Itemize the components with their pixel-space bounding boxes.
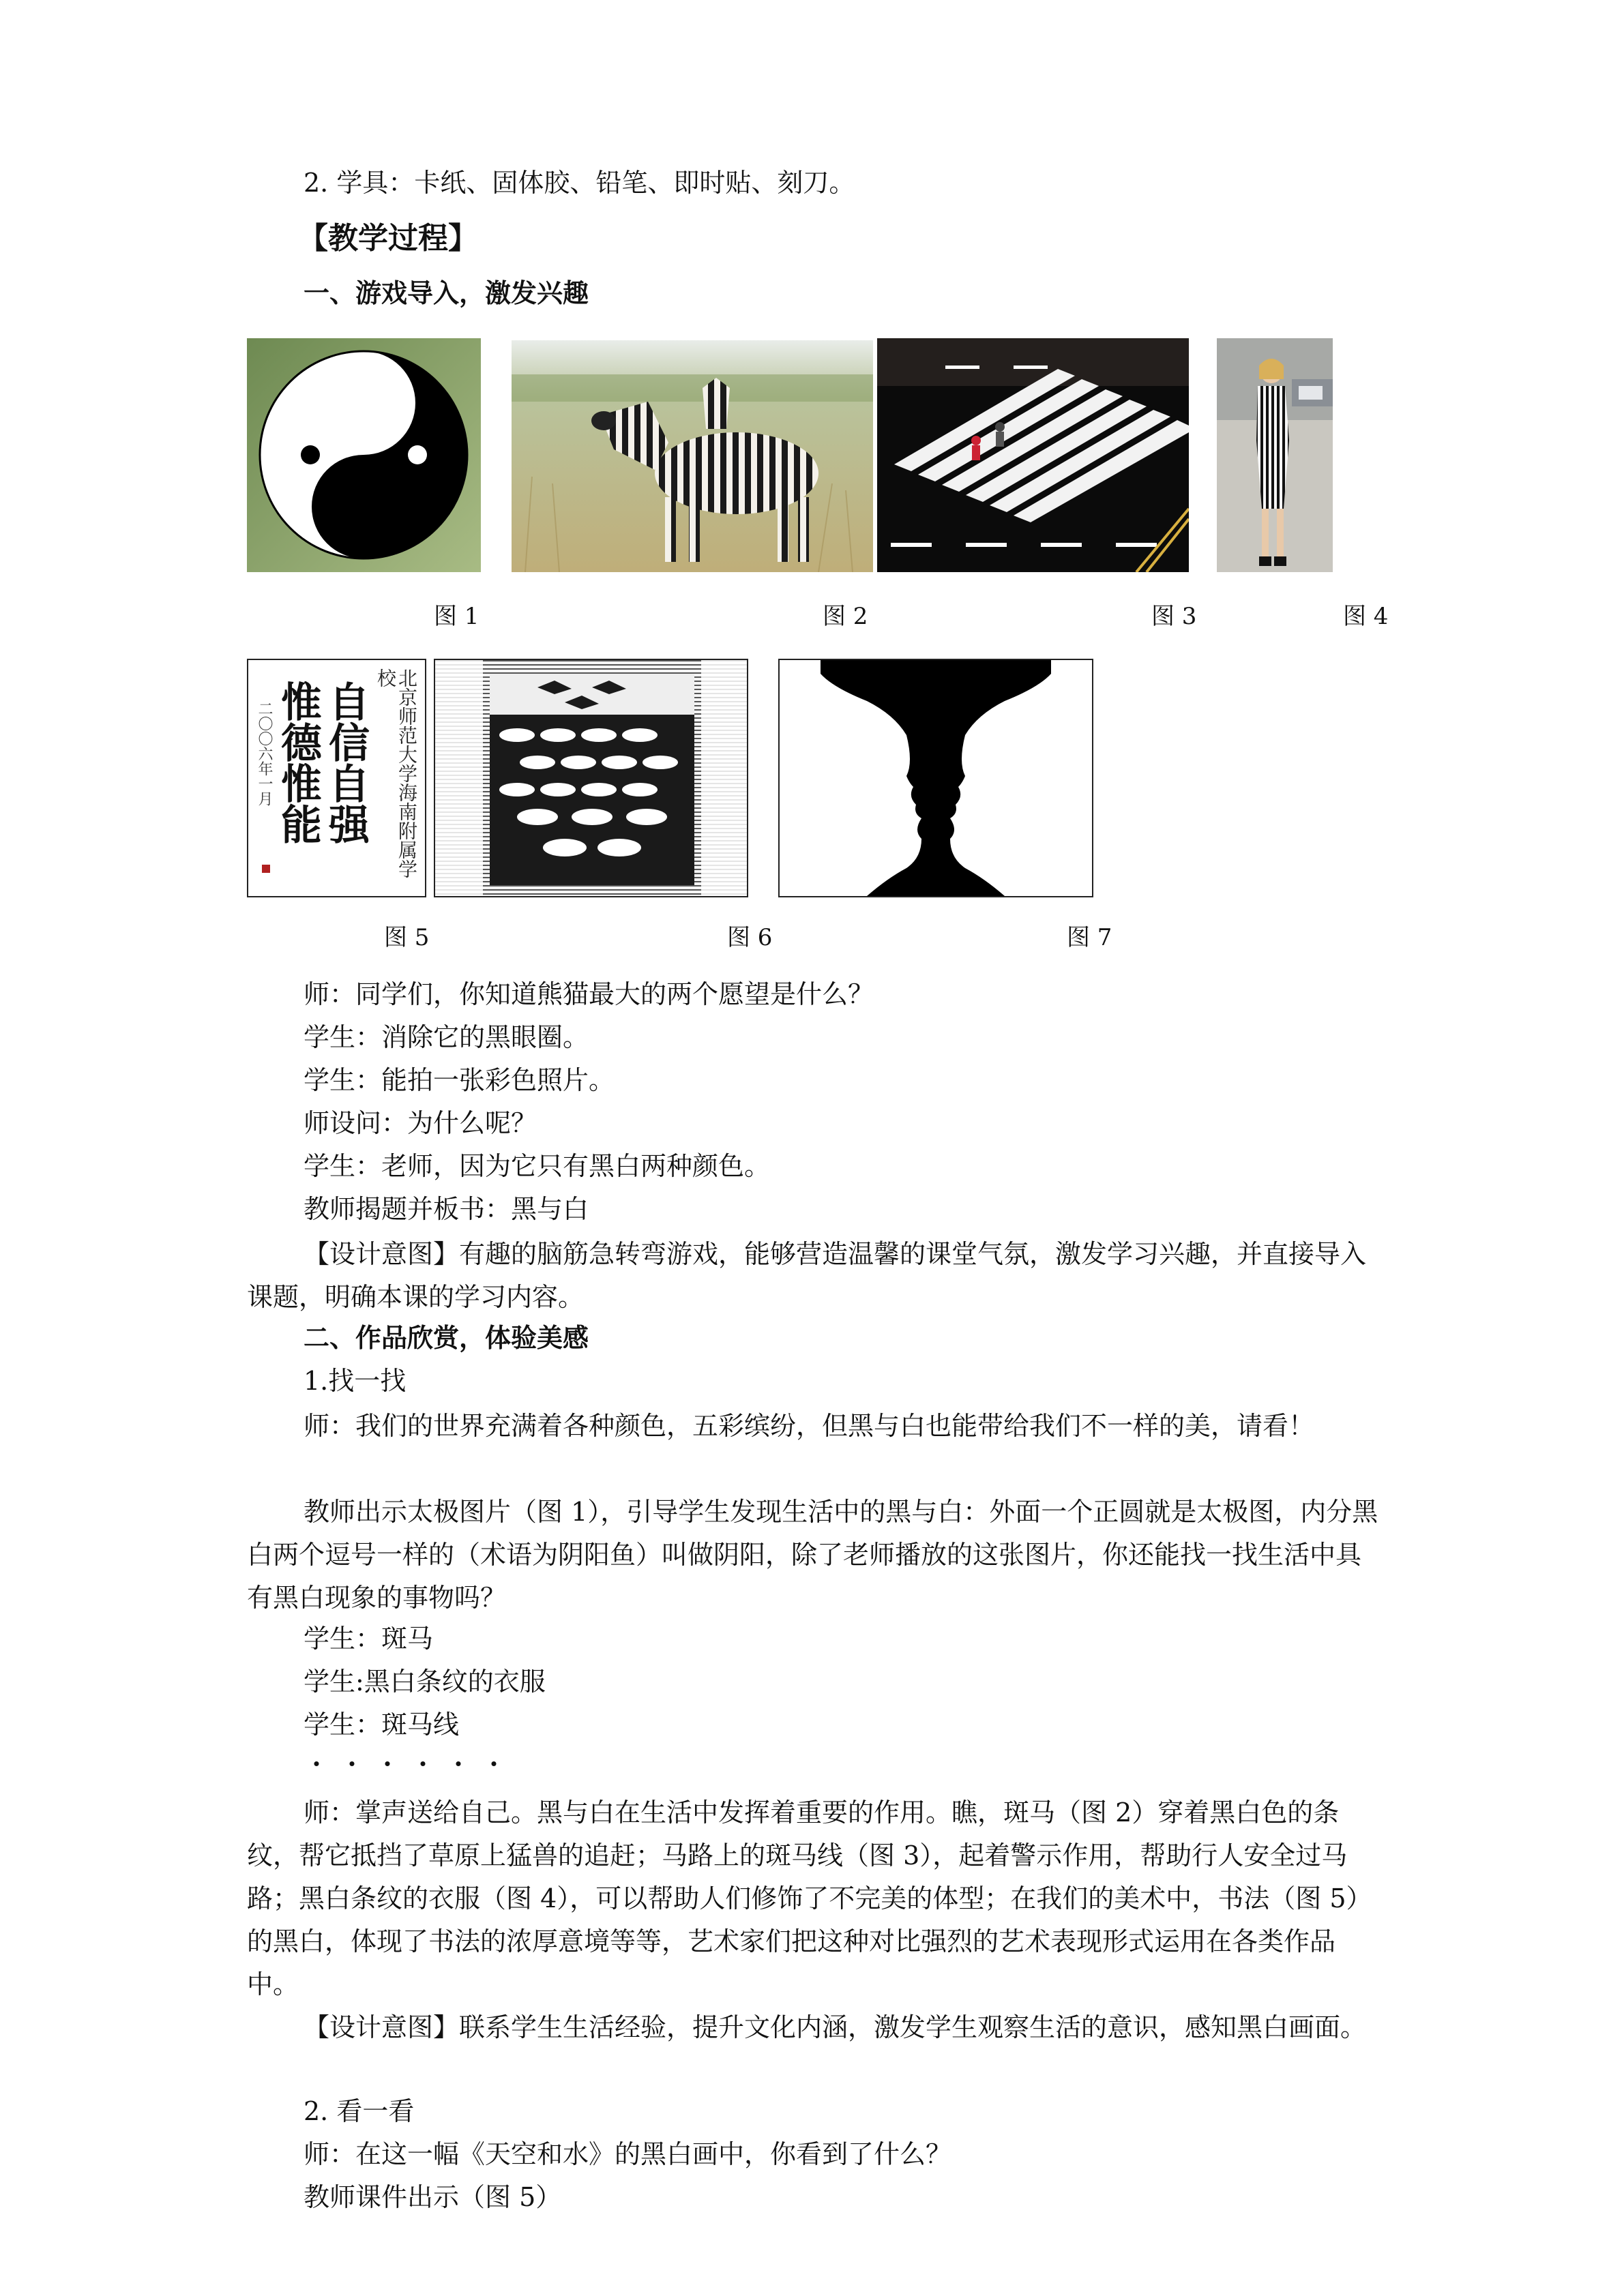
caption-figure-3: 图 3 bbox=[1151, 603, 1197, 630]
dialogue-line: 学生：能拍一张彩色照片。 bbox=[304, 1065, 615, 1095]
tools-line: 2. 学具：卡纸、固体胶、铅笔、即时贴、刻刀。 bbox=[304, 168, 855, 198]
caption-figure-6: 图 6 bbox=[727, 924, 773, 951]
figure-1-yin-yang bbox=[247, 338, 481, 572]
teacher-paragraph-2: 教师出示太极图片（图 1），引导学生发现生活中的黑与白：外面一个正圆就是太极图，内分黑白两个逗号一样的（术语为阴阳鱼）叫做阴阳，除了老师播放的这张图片，你还能找一找生活中具有黑白现象的事物吗？ bbox=[247, 1497, 1378, 1613]
teacher-paragraph-1: 师：我们的世界充满着各种颜色，五彩缤纷，但黑与白也能带给我们不一样的美，请看！ bbox=[304, 1411, 1315, 1441]
figure-7-rubin-vase bbox=[778, 659, 1093, 897]
teacher-paragraph-3: 师：掌声送给自己。黑与白在生活中发挥着重要的作用。瞧，斑马（图 2）穿着黑白色的条纹，帮它抵挡了草原上猛兽的追赶；马路上的斑马线（图 3），起着警示作用，帮助行人安全过马路；黑白条纹的衣服（图 4），可以帮助人们修饰了不完美的体型；在我们的美术中，书法（图 5）的黑白，体现了书法的浓厚意境等等，艺术家们把这种对比强烈的艺术表现形式运用在各类作品中。 bbox=[247, 1798, 1372, 1999]
design-intent-1: 【设计意图】有趣的脑筋急转弯游戏，能够营造温馨的课堂气氛，激发学习兴趣，并直接导入课题，明确本课的学习内容。 bbox=[247, 1239, 1367, 1312]
figure-4-striped-dress bbox=[1217, 338, 1333, 572]
caption-figure-4: 图 4 bbox=[1343, 603, 1389, 630]
rubin-vase-icon bbox=[780, 660, 1092, 896]
part2-heading: 二、作品欣赏，体验美感 bbox=[304, 1323, 589, 1353]
figure-3-crosswalk bbox=[877, 338, 1189, 572]
student-answer: 学生：斑马线 bbox=[304, 1710, 460, 1740]
student-answer: 学生：斑马 bbox=[304, 1624, 434, 1654]
caption-figure-2: 图 2 bbox=[823, 603, 868, 630]
teacher-paragraph-4: 师：在这一幅《天空和水》的黑白画中，你看到了什么？ bbox=[304, 2139, 952, 2169]
calligraphy-column-1: 自信自强 bbox=[322, 681, 370, 844]
caption-figure-7: 图 7 bbox=[1067, 924, 1112, 951]
figure-6-sky-and-water bbox=[434, 659, 748, 897]
striped-dress-photo-icon bbox=[1217, 338, 1333, 572]
seal-stamp-icon bbox=[262, 865, 270, 873]
crosswalk-photo-icon bbox=[877, 338, 1189, 572]
teacher-paragraph-5: 教师课件出示（图 5） bbox=[304, 2182, 562, 2212]
zebra-photo-icon bbox=[512, 340, 873, 572]
dialogue-line: 学生：老师，因为它只有黑白两种颜色。 bbox=[304, 1151, 771, 1181]
caption-figure-5: 图 5 bbox=[384, 924, 430, 951]
caption-figure-1: 图 1 bbox=[434, 603, 479, 630]
subsection-find: 1.找一找 bbox=[304, 1366, 407, 1396]
calligraphy-date: 二〇〇六年一月 bbox=[256, 701, 273, 806]
design-intent-2: 【设计意图】联系学生生活经验，提升文化内涵，激发学生观察生活的意识，感知黑白画面。 bbox=[304, 2012, 1367, 2042]
part1-heading: 一、游戏导入，激发兴趣 bbox=[304, 278, 589, 308]
sky-and-water-print-icon bbox=[435, 660, 747, 896]
section-title: 【教学过程】 bbox=[298, 221, 478, 256]
student-answer: 学生:黑白条纹的衣服 bbox=[304, 1667, 546, 1697]
calligraphy-column-2: 惟德惟能 bbox=[274, 681, 322, 844]
figure-2-zebras bbox=[512, 340, 873, 572]
ellipsis-dots: ・・・・・・ bbox=[304, 1750, 517, 1780]
subsection-look: 2. 看一看 bbox=[304, 2096, 415, 2126]
dialogue-line: 师：同学们，你知道熊猫最大的两个愿望是什么？ bbox=[304, 979, 874, 1009]
dialogue-line: 教师揭题并板书：黑与白 bbox=[304, 1194, 589, 1224]
calligraphy-inscription: 北京师范大学海南附属学校 bbox=[374, 668, 418, 878]
figure-5-calligraphy bbox=[247, 659, 426, 897]
yin-yang-icon bbox=[247, 338, 481, 572]
dialogue-line: 学生：消除它的黑眼圈。 bbox=[304, 1022, 589, 1052]
dialogue-line: 师设问：为什么呢？ bbox=[304, 1108, 537, 1138]
